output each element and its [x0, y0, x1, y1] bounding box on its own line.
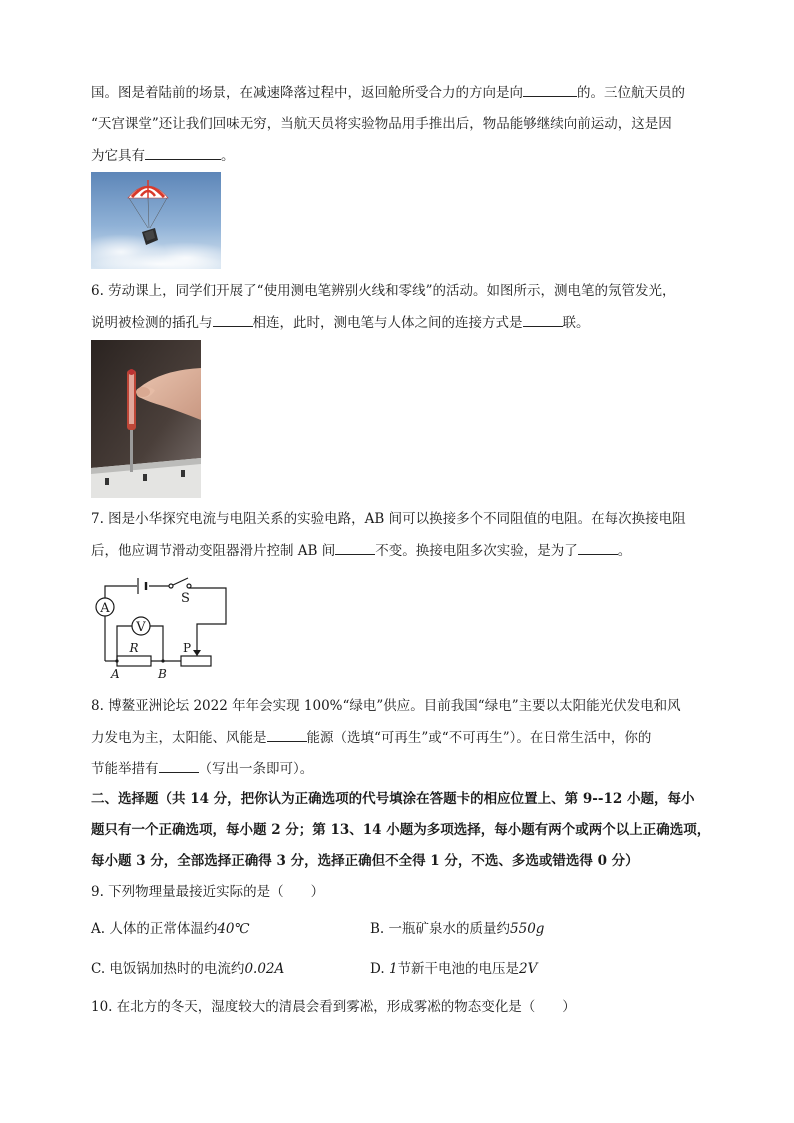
- q8-line1: 8. 博鳌亚洲论坛 2022 年年会实现 100%“绿电”供应。目前我国“绿电”主要以太阳能光伏发电和风: [91, 698, 681, 714]
- q5-text-c: 为它具有: [91, 148, 145, 164]
- q5-blank-1: [523, 82, 577, 97]
- q9-option-a-value: 40℃: [217, 921, 250, 937]
- switch-label: S: [181, 591, 190, 606]
- q9-option-a-text: A. 人体的正常体温约: [91, 921, 218, 937]
- capsule-landing-photo: [91, 172, 221, 269]
- q8-line2: [91, 727, 651, 748]
- q6-text-a: 说明被检测的插孔与: [91, 315, 213, 331]
- q7-blank-1: [335, 540, 375, 555]
- q9-option-d-prefix: D.: [370, 961, 389, 977]
- q9-option-c-text: C. 电饭锅加热时的电流约: [91, 961, 245, 977]
- q7-text-a: 后，他应调节滑动变阻器滑片控制 AB 间: [91, 543, 336, 559]
- q7-line2: [91, 540, 631, 561]
- q7-text-b: 不变。换接电阻多次实验，是为了: [375, 543, 578, 559]
- q5-text-a: 国。图是着陆前的场景，在减速降落过程中，返回舱所受合力的方向是向: [91, 85, 523, 101]
- q5-text-b: 的。三位航天员的: [577, 85, 685, 101]
- q6-blank-2: [523, 312, 563, 327]
- q6-text-b: 相连，此时，测电笔与人体之间的连接方式是: [252, 315, 523, 331]
- q6-text-c: 联。: [562, 315, 590, 331]
- ammeter-label: A: [100, 601, 110, 616]
- q9-option-a: [91, 919, 250, 939]
- q6-blank-1: [213, 312, 253, 327]
- q9-option-d-number: 1: [388, 961, 398, 977]
- q9-option-b-value: 550g: [510, 921, 545, 937]
- q9-option-d-text: 节新干电池的电压是: [397, 961, 520, 977]
- q5-line1: [91, 82, 685, 103]
- q9-stem: 9. 下列物理量最接近实际的是（ ）: [91, 884, 325, 900]
- q5-line3: [91, 145, 235, 166]
- q6-line2: [91, 312, 590, 333]
- q9-option-b: [370, 919, 544, 939]
- point-a-label: A: [111, 667, 120, 681]
- q8-text-c: 节能举措有: [91, 761, 159, 777]
- section2-line2: 题只有一个正确选项，每小题 2 分；第 13、14 小题为多项选择，每小题有两个或两个以上正确选项，: [91, 822, 711, 838]
- q5-blank-2: [145, 145, 221, 160]
- section2-line1: 二、选择题（共 14 分，把你认为正确选项的代号填涂在答题卡的相应位置上、第 9--12 小题，每小: [91, 791, 695, 807]
- q9-option-c-value: 0.02A: [244, 961, 285, 977]
- q8-line3: [91, 758, 313, 779]
- section2-line3: 每小题 3 分，全部选择正确得 3 分，选择正确但不全得 1 分，不选、多选或错选得 0 分）: [91, 853, 639, 869]
- slider-label: P: [183, 641, 192, 655]
- q7-line1: 7. 图是小华探究电流与电阻关系的实验电路，AB 间可以换接多个不同阻值的电阻。在每次换接电阻: [91, 511, 686, 527]
- q8-blank-2: [159, 758, 199, 773]
- point-b-label: B: [158, 667, 167, 681]
- circuit-diagram: [91, 572, 237, 682]
- q7-blank-2: [578, 540, 618, 555]
- q10-stem: 10. 在北方的冬天，湿度较大的清晨会看到雾凇，形成雾凇的物态变化是（ ）: [91, 999, 576, 1015]
- q5-text-d: 。: [221, 148, 235, 164]
- test-pen-photo: [91, 340, 201, 498]
- q8-text-a: 力发电为主，太阳能、风能是: [91, 730, 267, 746]
- voltmeter-label: V: [136, 620, 146, 635]
- q9-option-b-text: B. 一瓶矿泉水的质量约: [370, 921, 511, 937]
- q7-text-c: 。: [617, 543, 632, 559]
- q9-option-d: [370, 959, 537, 979]
- q9-option-d-value: 2V: [519, 961, 538, 977]
- q8-text-b: 能源（选填“可再生”或“不可再生”）。在日常生活中，你的: [306, 730, 652, 746]
- q9-option-c: [91, 959, 284, 979]
- resistor-label: R: [129, 641, 139, 655]
- q6-line1: 6. 劳动课上，同学们开展了“使用测电笔辨别火线和零线”的活动。如图所示，测电笔的氖管发光，: [91, 283, 676, 299]
- q5-line2: “天宫课堂”还让我们回味无穷，当航天员将实验物品用手推出后，物品能够继续向前运动，这是因: [91, 116, 672, 132]
- q8-text-d: （写出一条即可）。: [198, 761, 314, 777]
- q8-blank-1: [267, 727, 307, 742]
